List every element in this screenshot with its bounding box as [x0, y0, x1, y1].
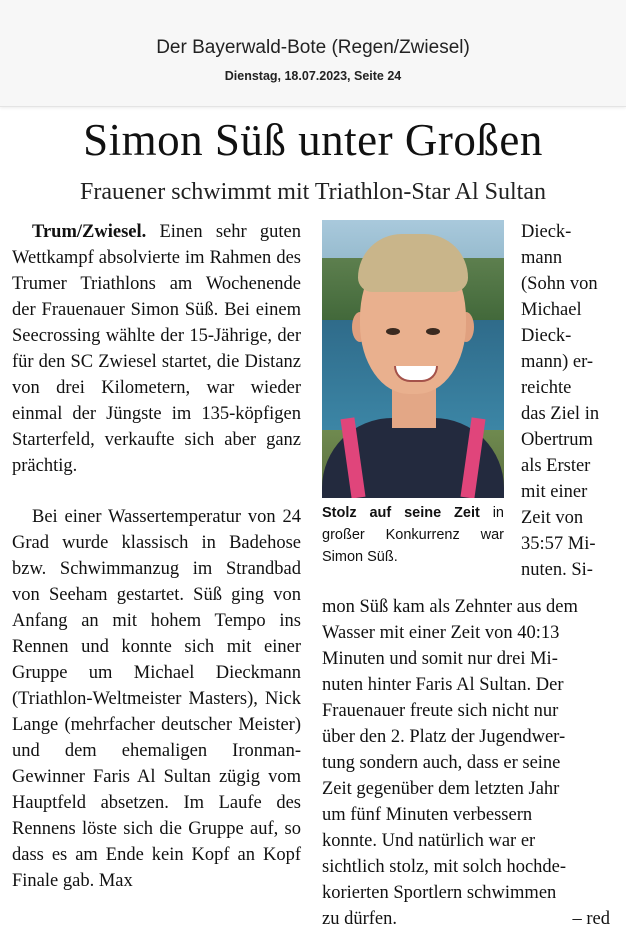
- article-subheadline: Frauener schwimmt mit Triathlon-Star Al Sultan: [80, 179, 546, 205]
- column-line: um fünf Minuten verbessern: [322, 805, 533, 825]
- page-header: [0, 0, 626, 107]
- narrow-line: 35:57 Mi-: [521, 534, 596, 554]
- byline: Trum/Zwiesel.: [32, 222, 147, 242]
- column-line: Minuten und somit nur drei Mi-: [322, 649, 558, 669]
- photo-eye-left: [386, 328, 400, 335]
- narrow-line: reichte: [521, 378, 572, 398]
- column-line: mon Süß kam als Zehnter aus dem: [322, 597, 578, 617]
- article-column-narrow: [521, 219, 610, 583]
- caption-text: in großer Konkurrenz war Simon Süß.: [322, 505, 504, 565]
- column-line: korierten Sportlern schwimmen: [322, 883, 557, 903]
- column-line: sichtlich stolz, mit solch hochde-: [322, 857, 567, 877]
- column-line: Zeit gegenüber dem letzten Jahr: [322, 779, 560, 799]
- paragraph-intro: [12, 219, 301, 479]
- narrow-line: mit einer: [521, 482, 588, 502]
- column-line: Frauenauer freute sich nicht nur: [322, 701, 559, 721]
- narrow-line: Zeit von: [521, 508, 584, 528]
- column-line: über den 2. Platz der Jugendwer-: [322, 727, 566, 747]
- narrow-line: das Ziel in: [521, 404, 600, 424]
- photo-neck: [392, 388, 436, 428]
- narrow-line: (Sohn von: [521, 274, 598, 294]
- column-line: konnte. Und natürlich war er: [322, 831, 536, 851]
- column-line: tung sondern auch, dass er seine: [322, 753, 561, 773]
- photo-caption: [322, 502, 504, 568]
- narrow-line: als Erster: [521, 456, 591, 476]
- narrow-line: Michael: [521, 300, 582, 320]
- narrow-line: Dieck-: [521, 222, 572, 242]
- closing-text: zu dürfen.: [322, 909, 397, 929]
- author-signature: – red: [572, 909, 610, 929]
- narrow-line: Obertrum: [521, 430, 593, 450]
- photo-hair: [358, 234, 468, 292]
- narrow-line: Dieck-: [521, 326, 572, 346]
- narrow-line: mann: [521, 248, 563, 268]
- newspaper-title: Der Bayerwald-Bote (Regen/Zwiesel): [156, 37, 470, 58]
- issue-date: Dienstag, 18.07.2023, Seite 24: [224, 69, 402, 83]
- narrow-line: nuten. Si-: [521, 560, 593, 580]
- photo-eye-right: [426, 328, 440, 335]
- column-line: Wasser mit einer Zeit von 40:13: [322, 623, 560, 643]
- column-line: nuten hinter Faris Al Sultan. Der: [322, 675, 564, 695]
- athlete-photo: [322, 220, 504, 498]
- article-column-left: [12, 219, 301, 894]
- column-last-line: [322, 906, 610, 932]
- paragraph-race: Bei einer Wassertemperatur von 24 Grad wurde klassisch in Badehose bzw. Schwimmanzug im Strandbad von Seeham gestartet. Süß ging von Anfang an mit hohem Tempo ins Rennen und konnte sich mit einer Gruppe um Michael Dieckmann (Triathlon-Weltmeister Masters), Nick Lange (mehrfacher deutscher Meister) und dem ehemaligen Ironman-Gewinner Faris Al Sultan zügig vom Hauptfeld absetzen. Im Laufe des Rennens löste sich die Gruppe auf, so dass es am Ende kein Kopf an Kopf Finale gab. Max: [12, 507, 301, 891]
- paragraph-intro-text: Einen sehr guten Wettkampf absolvierte im Rahmen des Trumer Triathlons am Wochenende der Frauenauer Simon Süß. Bei einem Seecrossing wählte der 15-Jährige, der für den SC Zwiesel startet, die Distanz von drei Kilometern, war wieder einmal der Jüngste im 135-köpfigen Starterfeld, verkaufte sich aber ganz prächtig.: [12, 222, 301, 476]
- article-column-right: [322, 594, 610, 932]
- narrow-line: mann) er-: [521, 352, 594, 372]
- caption-lead: Stolz auf seine Zeit: [322, 505, 480, 521]
- article-headline: Simon Süß unter Großen: [83, 115, 543, 165]
